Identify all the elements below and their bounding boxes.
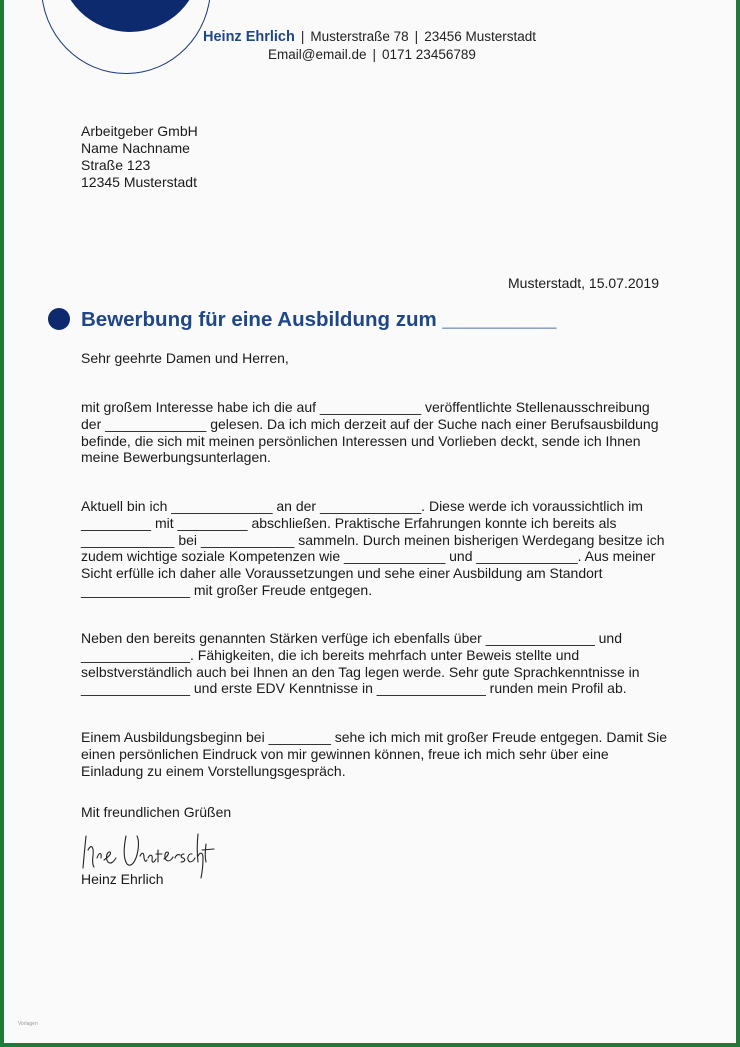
paragraph-3: Neben den bereits genannten Stärken verfüge ich ebenfalls über ______________ und ______________. Fähigkeiten, die ich bereits mehrfach unter Beweis stellte und selbstverständlich auch bei Ihnen an den Tag legen werde. Sehr gute Sprachkenntnisse in ______________ und erste EDV Kenntnisse in ______________ runden mein Profil ab. (81, 630, 640, 697)
sender-street: Musterstraße 78 (310, 29, 409, 44)
subject-bullet (48, 308, 70, 330)
sender-phone: 0171 23456789 (382, 47, 476, 62)
paragraph-2: Aktuell bin ich _____________ an der _____________. Diese werde ich voraussichtlich im _________ mit _________ abschließen. Praktische Erfahrungen konnte ich bereits als ____________ bei ____________ sammeln. Durch meinen bisherigen Werdegang besitze ich zudem wichtige soziale Kompetenzen wie _____________ und _____________. Aus meiner Sicht erfülle ich daher alle Voraussetzungen und sehe einer Ausbildung am Standort ______________ mit großer Freude entgegen. (81, 498, 665, 598)
closing: Mit freundlichen Grüßen (81, 804, 232, 820)
signer-name: Heinz Ehrlich (81, 871, 164, 887)
recipient-street: Straße 123 (81, 157, 151, 173)
sender-city: 23456 Musterstadt (424, 29, 537, 44)
paragraph-4: Einem Ausbildungsbeginn bei ________ sehe ich mich mit großer Freude entgegen. Damit Sie einen persönlichen Eindruck von mir gewinnen können, freue ich mich sehr über eine Einladung zu einem Vorstellungsgespräch. (81, 729, 668, 779)
recipient-address (81, 123, 198, 191)
recipient-city: 12345 Musterstadt (81, 174, 197, 190)
header-contact-line-1: Heinz Ehrlich | Musterstraße 78 | 23456 Musterstadt (203, 29, 537, 45)
sender-email: Email@email.de (268, 47, 367, 62)
letter-page (4, 0, 736, 1043)
recipient-contact: Name Nachname (81, 140, 190, 156)
salutation: Sehr geehrte Damen und Herren, (81, 350, 289, 366)
letter-subject: Bewerbung für eine Ausbildung zum __________ (81, 308, 557, 331)
paragraph-1: mit großem Interesse habe ich die auf _____________ veröffentlichte Stellenausschreibung der _____________ gelesen. Da ich mich derzeit auf der Suche nach einer Berufsausbildung befinde, die sich mit meinen persönlichen Interessen und Vorlieben deckt, sende ich Ihnen meine Bewerbungsunterlagen. (81, 399, 659, 466)
sender-name: Heinz Ehrlich (203, 29, 295, 45)
header-contact-line-2: Email@email.de | 0171 23456789 (268, 47, 476, 62)
recipient-company: Arbeitgeber GmbH (81, 123, 198, 139)
footnote: Vorlagen (18, 1021, 38, 1027)
letter-date: Musterstadt, 15.07.2019 (508, 275, 659, 291)
